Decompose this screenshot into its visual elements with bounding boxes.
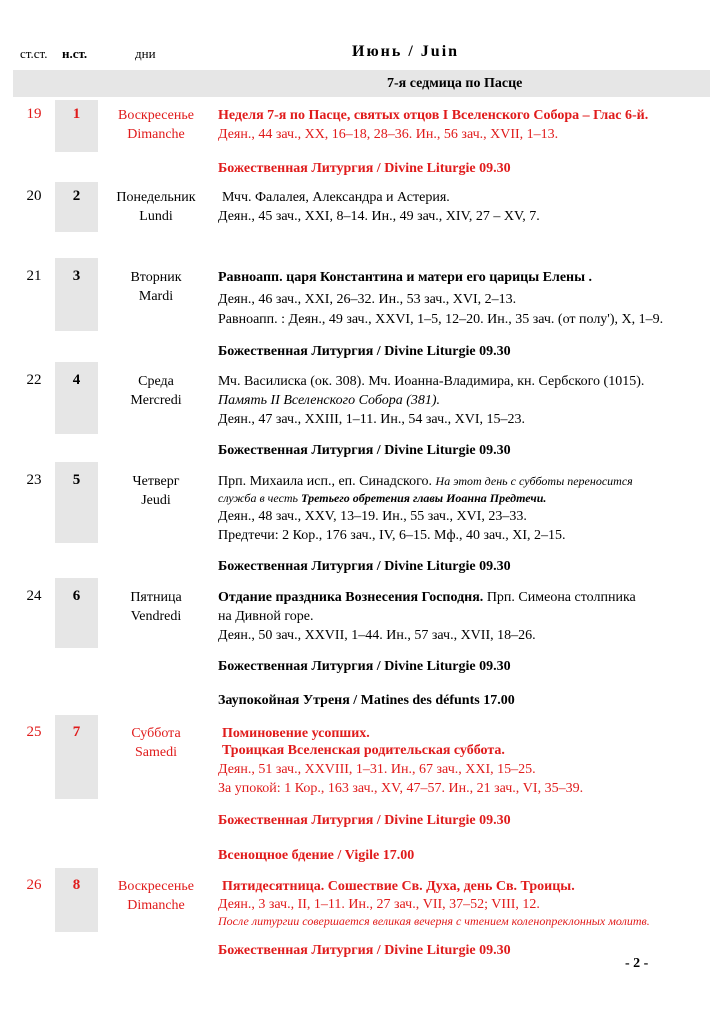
feast-title [218,588,718,607]
new-style-date: 5 [72,472,81,488]
feast-title: Мч. Василиска (ок. 308). Мч. Иоанна-Владимира, кн. Сербского (1015). [218,374,645,389]
column-header-new-style: н.ст. [62,46,88,61]
feast-title-line2: Троицкая Вселенская родительская суббота. [222,743,505,758]
new-style-date: 7 [72,724,81,740]
feast-title: Мчч. Фалалея, Александра и Астерия. [222,190,450,205]
service-vigil: Всенощное бдение / Vigile 17.00 [218,848,415,863]
feast-title: Поминовение усопших. [222,726,370,741]
column-header-old-style: ст.ст. [20,46,48,61]
old-style-date: 21 [26,268,42,284]
vespers-note: После литургии совершается великая вечерня с чтением коленопреклонных молитв. [218,914,650,928]
service-liturgy: Божественная Литургия / Divine Liturgie 09.30 [218,943,511,958]
weekday-ru: Вторник [130,270,182,285]
feast-title: Пятидесятница. Сошествие Св. Духа, день Св. Троицы. [222,879,575,894]
week-title: 7-я седмица по Пасце [387,76,523,91]
new-style-date: 6 [72,588,81,604]
weekday-ru: Понедельник [116,190,196,205]
weekday-ru: Пятница [130,590,182,605]
old-style-date: 19 [26,106,42,122]
new-style-date: 4 [72,372,81,388]
feast-title-bold: Отдание праздника Вознесения Господня. [218,590,484,605]
weekday-fr: Dimanche [127,127,185,142]
column-header-days: дни [135,46,156,61]
weekday-ru: Среда [138,374,174,389]
reading: За упокой: 1 Кор., 163 зач., XV, 47–57. Ин., 21 зач., VI, 35–39. [218,781,584,796]
old-style-date: 25 [26,724,42,740]
week-band [13,70,710,97]
reading: Деян., 46 зач., XXI, 26–32. Ин., 53 зач., XVI, 2–13. [218,292,517,307]
transfer-note-line [218,490,718,506]
reading: Деян., 45 зач., XXI, 8–14. Ин., 49 зач., XIV, 27 – XV, 7. [218,209,540,224]
month-title: Июнь / Juin [352,43,460,60]
service-liturgy: Божественная Литургия / Divine Liturgie 09.30 [218,659,511,674]
new-style-date: 3 [72,268,81,284]
weekday-fr: Mardi [138,289,174,304]
reading: Деян., 47 зач., XXIII, 1–11. Ин., 54 зач., XVI, 15–23. [218,412,525,427]
weekday-ru: Воскресенье [118,879,194,894]
service-liturgy: Божественная Литургия / Divine Liturgie 09.30 [218,161,511,176]
new-style-date: 2 [72,188,81,204]
service-liturgy: Божественная Литургия / Divine Liturgie 09.30 [218,443,511,458]
feast-title: Неделя 7-я по Пасце, святых отцов I Вселенского Собора – Глас 6-й. [218,108,649,123]
new-style-date: 1 [72,106,81,122]
feast-title [218,472,718,491]
weekday-fr: Dimanche [127,898,185,913]
reading: Предтечи: 2 Кор., 176 зач., IV, 6–15. Мф., 40 зач., XI, 2–15. [218,528,566,543]
saint-name: Прп. Михаила исп., еп. Синадского. [218,474,433,489]
reading: Деян., 51 зач., XXVIII, 1–31. Ин., 67 зач., XXI, 15–25. [218,762,536,777]
old-style-date: 24 [26,588,42,604]
feast-title: Равноапп. царя Константина и матери его царицы Елены . [218,270,593,285]
reading: Деян., 3 зач., II, 1–11. Ин., 27 зач., VII, 37–52; VIII, 12. [218,897,540,912]
weekday-fr: Mercredi [130,393,182,408]
old-style-date: 22 [26,372,42,388]
weekday-ru: Четверг [132,474,180,489]
weekday-fr: Vendredi [130,609,182,624]
old-style-date: 20 [26,188,42,204]
service-liturgy: Божественная Литургия / Divine Liturgie 09.30 [218,813,511,828]
weekday-fr: Samedi [135,745,177,760]
weekday-fr: Jeudi [141,493,171,508]
feast-title-line2: на Дивной горе. [218,609,314,624]
reading: Деян., 44 зач., XX, 16–18, 28–36. Ин., 56 зач., XVII, 1–13. [218,127,559,142]
transfer-feast: Третьего обретения главы Иоанна Предтечи. [301,491,547,505]
feast-title-rest: Прп. Симеона столпника [483,590,636,605]
reading: Деян., 50 зач., XXVII, 1–44. Ин., 57 зач., XVII, 18–26. [218,628,536,643]
weekday-ru: Суббота [131,726,181,741]
old-style-date: 23 [26,472,42,488]
transfer-note-start: служба в честь [218,491,299,505]
service-matins: Заупокойная Утреня / Matines des défunts 17.00 [218,693,515,708]
old-style-date: 26 [26,877,42,893]
reading: Равноапп. : Деян., 49 зач., XXVI, 1–5, 12–20. Ин., 35 зач. (от полу'), X, 1–9. [218,312,664,327]
memory-note: Память II Вселенского Собора (381). [218,393,441,408]
weekday-ru: Воскресенье [118,108,194,123]
service-liturgy: Божественная Литургия / Divine Liturgie 09.30 [218,344,511,359]
page-number: - 2 - [625,956,649,971]
weekday-fr: Lundi [139,209,173,224]
new-style-date: 8 [72,877,81,893]
service-liturgy: Божественная Литургия / Divine Liturgie 09.30 [218,559,511,574]
transfer-note: На этот день с субботы переносится [435,474,633,488]
reading: Деян., 48 зач., XXV, 13–19. Ин., 55 зач., XVI, 23–33. [218,509,527,524]
